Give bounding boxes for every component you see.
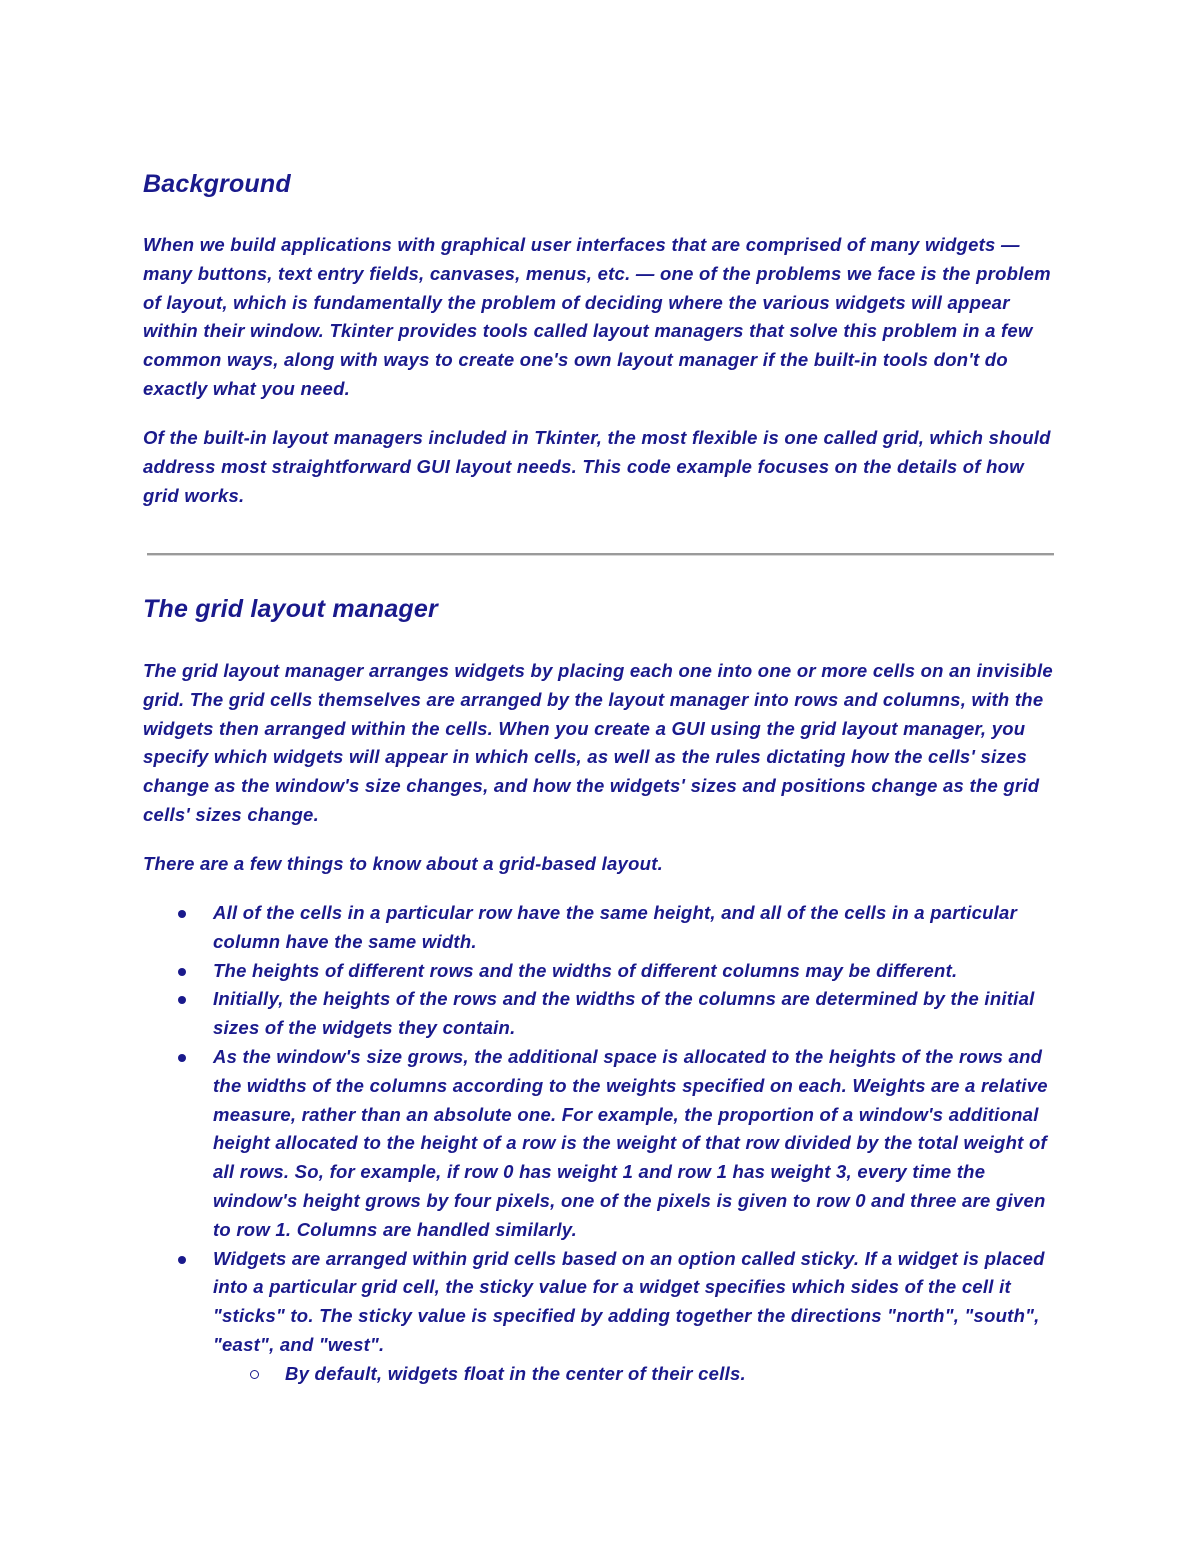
bullet-dot-icon	[178, 1256, 186, 1264]
list-item-text: The heights of different rows and the widths of different columns may be different.	[213, 959, 958, 981]
list-item	[143, 957, 1063, 986]
paragraph-grid-description: The grid layout manager arranges widgets by placing each one into one or more cells on an invisible grid. The grid cells themselves are arranged by the layout manager into rows and columns, with the widgets then arranged within the cells. When you create a GUI using the grid layout manager, you specify which widgets will appear in which cells, as well as the rules dictating how the cells' sizes change as the window's size changes, and how the widgets' sizes and positions change as the grid cells' sizes change.	[143, 660, 1053, 825]
section-heading-grid-layout-manager: The grid layout manager	[143, 595, 438, 623]
list-item	[143, 899, 1063, 957]
bullet-list	[143, 899, 1063, 1389]
list-item-text: As the window's size grows, the additional space is allocated to the heights of the rows and the widths of the columns according to the weights specified on each. Weights are a relative measure, rather than an absolute one. For example, the proportion of a window's additional height allocated to the height of a row is the weight of that row divided by the total weight of all rows. So, for example, if row 0 has weight 1 and row 1 has weight 3, every time the window's height grows by four pixels, one of the pixels is given to row 0 and three are given to row 1. Columns are handled similarly.	[213, 1045, 1048, 1240]
horizontal-rule	[147, 553, 1054, 556]
paragraph-grid-intro: Of the built-in layout managers included in Tkinter, the most flexible is one called grid, which should address most straightforward GUI layout needs. This code example focuses on the details of how grid works.	[143, 427, 1051, 506]
list-item	[143, 1245, 1063, 1389]
list-item	[143, 1043, 1063, 1245]
sub-bullet-list	[213, 1360, 1063, 1389]
list-item	[143, 985, 1063, 1043]
paragraph-grid-things-to-know: There are a few things to know about a grid-based layout.	[143, 853, 663, 874]
bullet-dot-icon	[178, 968, 186, 976]
section-heading-background: Background	[143, 170, 291, 198]
bullet-circle-icon	[250, 1370, 259, 1379]
sub-list-item	[213, 1360, 1063, 1389]
list-item-text: All of the cells in a particular row have the same height, and all of the cells in a particular column have the same width.	[213, 902, 1018, 952]
sub-list-item-text: By default, widgets float in the center of their cells.	[285, 1362, 746, 1384]
bullet-dot-icon	[178, 910, 186, 918]
bullet-dot-icon	[178, 996, 186, 1004]
list-item-text: Initially, the heights of the rows and the widths of the columns are determined by the initial sizes of the widgets they contain.	[213, 988, 1035, 1039]
bullet-dot-icon	[178, 1054, 186, 1062]
paragraph-layout-intro: When we build applications with graphical user interfaces that are comprised of many widgets — many buttons, text entry fields, canvases, menus, etc. — one of the problems we face is the problem of layout, which is fundamentally the problem of deciding where the various widgets will appear within their window. Tkinter provides tools called layout managers that solve this problem in a few common ways, along with ways to create one's own layout manager if the built-in tools don't do exactly what you need.	[143, 234, 1051, 399]
list-item-text: Widgets are arranged within grid cells based on an option called sticky. If a widget is placed into a particular grid cell, the sticky value for a widget specifies which sides of the cell it "sticks" to. The sticky value is specified by adding together the directions "north", "south", "east", and "west".	[213, 1247, 1045, 1355]
